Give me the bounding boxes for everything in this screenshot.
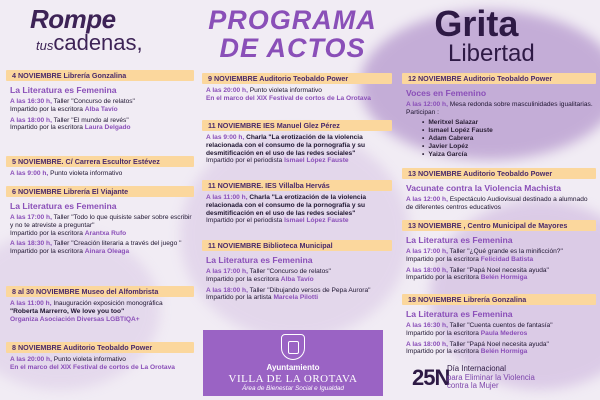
event-date-bar: 11 NOVIEMBRE. IES Villalba Hervás (202, 180, 392, 191)
event-item: A las 18:30 h, Taller "Creación literaria a través del juego " Impartido por la escritora Ainara Oleaga (10, 240, 182, 256)
participant-list (422, 119, 596, 160)
event-nov5 (6, 156, 194, 178)
list-item: • Ismael Lopéz Fauste (422, 127, 596, 135)
event-heading: La Literatura es Femenina (206, 255, 313, 265)
event-date-bar: 13 NOVIEMBRE , Centro Municipal de Mayores (402, 220, 596, 231)
event-item: A las 17:00 h, Taller "Todo lo que quisiste saber sobre escribir y no te atreviste a preguntar" Impartido por la escritora Arantxa Rufo (10, 214, 192, 237)
event-date-bar: 8 NOVIEMBRE Auditorio Teobaldo Power (6, 342, 194, 353)
slogan-left-line2: tuscadenas, (36, 30, 143, 55)
event-item: A las 18:00 h, Taller "Dibujando versos de Pepa Aurora" Impartido por la artista Marcela Pilotti (206, 286, 371, 302)
event-heading: Vacunate contra la Violencia Machista (406, 183, 562, 193)
event-item: A las 12:00 h, Mesa redonda sobre masculinidades igualitarias. Participan : (406, 101, 593, 116)
footer-25n: 25N (412, 365, 450, 390)
council-logo: Ayuntamiento VILLA DE LA OROTAVA Área de Bienestar Social e Igualdad (203, 330, 383, 396)
event-nov9 (202, 73, 392, 103)
event-date-bar: 13 NOVIEMBRE Auditorio Teobaldo Power (402, 168, 596, 179)
event-heading: La Literatura es Femenina (10, 85, 117, 95)
event-nov11-c (202, 240, 392, 302)
event-item: A las 20:00 h, Punto violeta informativo En el marco del XIX Festival de cortos de La Orotava (10, 356, 175, 371)
event-nov8-30 (6, 286, 194, 323)
list-item: • Meritxel Salazar (422, 119, 596, 127)
event-item: A las 17:00 h, Taller "¿Qué grande es la minificción?" Impartido por la escritora Felicidad Batista (406, 248, 563, 263)
event-nov18 (402, 294, 596, 356)
event-date-bar: 9 NOVIEMBRE Auditorio Teobaldo Power (202, 73, 392, 84)
event-date-bar: 8 al 30 NOVIEMBRE Museo del Alfombrista (6, 286, 194, 297)
list-item: • Yaiza García (422, 151, 596, 159)
page-title: PROGRAMA DE ACTOS (208, 5, 377, 63)
event-nov13-b (402, 220, 596, 282)
event-nov13-a (402, 168, 596, 212)
event-heading: La Literatura es Femenina (10, 201, 117, 211)
event-item: A las 12:00 h, Espectáculo Audiovisual destinado a alumnado de diferentes centros educativos (406, 196, 588, 211)
event-nov12 (402, 73, 596, 160)
event-item: A las 9:00 h, Punto violeta informativo (10, 170, 123, 177)
event-date-bar: 11 NOVIEMBRE Biblioteca Municipal (202, 240, 392, 251)
event-date-bar: 5 NOVIEMBRE. C/ Carrera Escultor Estévez (6, 156, 194, 167)
list-item: • Adam Cabrera (422, 135, 596, 143)
event-date-bar: 18 NOVIEMBRE Librería Gonzalina (402, 294, 596, 305)
event-heading: La Literatura es Femenina (406, 309, 513, 319)
slogan-left-line1: Rompe (30, 4, 116, 34)
coat-of-arms-icon (281, 334, 305, 360)
event-item: A las 9:00 h, Charla "La erotización de la violencia relacionada con el consumo de la pornografía y su desmitificación en el uso de las redes sociales" Impartido por el periodista Ismael López Fauste (206, 134, 366, 165)
event-nov11-a (202, 120, 392, 165)
event-heading: Voces en Femenino (406, 88, 487, 98)
event-item: A las 17:00 h, Taller "Concurso de relatos" Impartido por la escritora Alba Tavío (206, 268, 331, 283)
event-nov8 (6, 342, 194, 372)
list-item: • Javier Lopéz (422, 143, 596, 151)
event-nov11-b (202, 180, 392, 225)
event-nov4 (6, 70, 194, 132)
event-nov6 (6, 186, 194, 256)
event-item: A las 20:00 h, Punto violeta informativo En el marco del XIX Festival de cortos de La Orotava (206, 87, 371, 102)
slogan-right: Grita Libertad (434, 3, 535, 67)
event-date-bar: 12 NOVIEMBRE Auditorio Teobaldo Power (402, 73, 596, 84)
event-item: A las 18:00 h, Taller "Papá Noel necesita ayuda" Impartido por la escritora Belén Hormiga (406, 266, 549, 282)
event-item: A las 16:30 h, Taller "Cuenta cuentos de fantasía" Impartido por la escritora Paula Mederos (406, 322, 553, 337)
event-date-bar: 4 NOVIEMBRE Librería Gonzalina (6, 70, 194, 81)
event-date-bar: 6 NOVIEMBRE Librería El Viajante (6, 186, 194, 197)
event-item: A las 11:00 h, Inauguración exposición monográfica "Roberta Marrerro, We love you too" Organiza Asociación Diversas LGBTIQA+ (10, 300, 163, 323)
event-item: A las 11:00 h, Charla "La erotización de la violencia relacionada con el consumo de la pornografía y su desmitificación en el uso de las redes sociales" Impartido por el periodista Ismael López Fauste (206, 194, 367, 225)
event-item: A las 18:00 h, Taller "Papá Noel necesita ayuda" Impartido por la escritora Belén Hormiga (406, 340, 549, 356)
event-item: A las 18:00 h, Taller "El mundo al revés" Impartido por la escritora Laura Delgado (10, 116, 131, 132)
event-date-bar: 11 NOVIEMBRE IES Manuel Glez Pérez (202, 120, 392, 131)
event-heading: La Literatura es Femenina (406, 235, 513, 245)
slogan-left (30, 6, 143, 57)
event-item: A las 16:30 h, Taller "Concurso de relatos" Impartido por la escritora Alba Tavío (10, 98, 135, 113)
footer-text: Día Internacional para Eliminar la Violencia contra la Mujer (447, 364, 535, 391)
